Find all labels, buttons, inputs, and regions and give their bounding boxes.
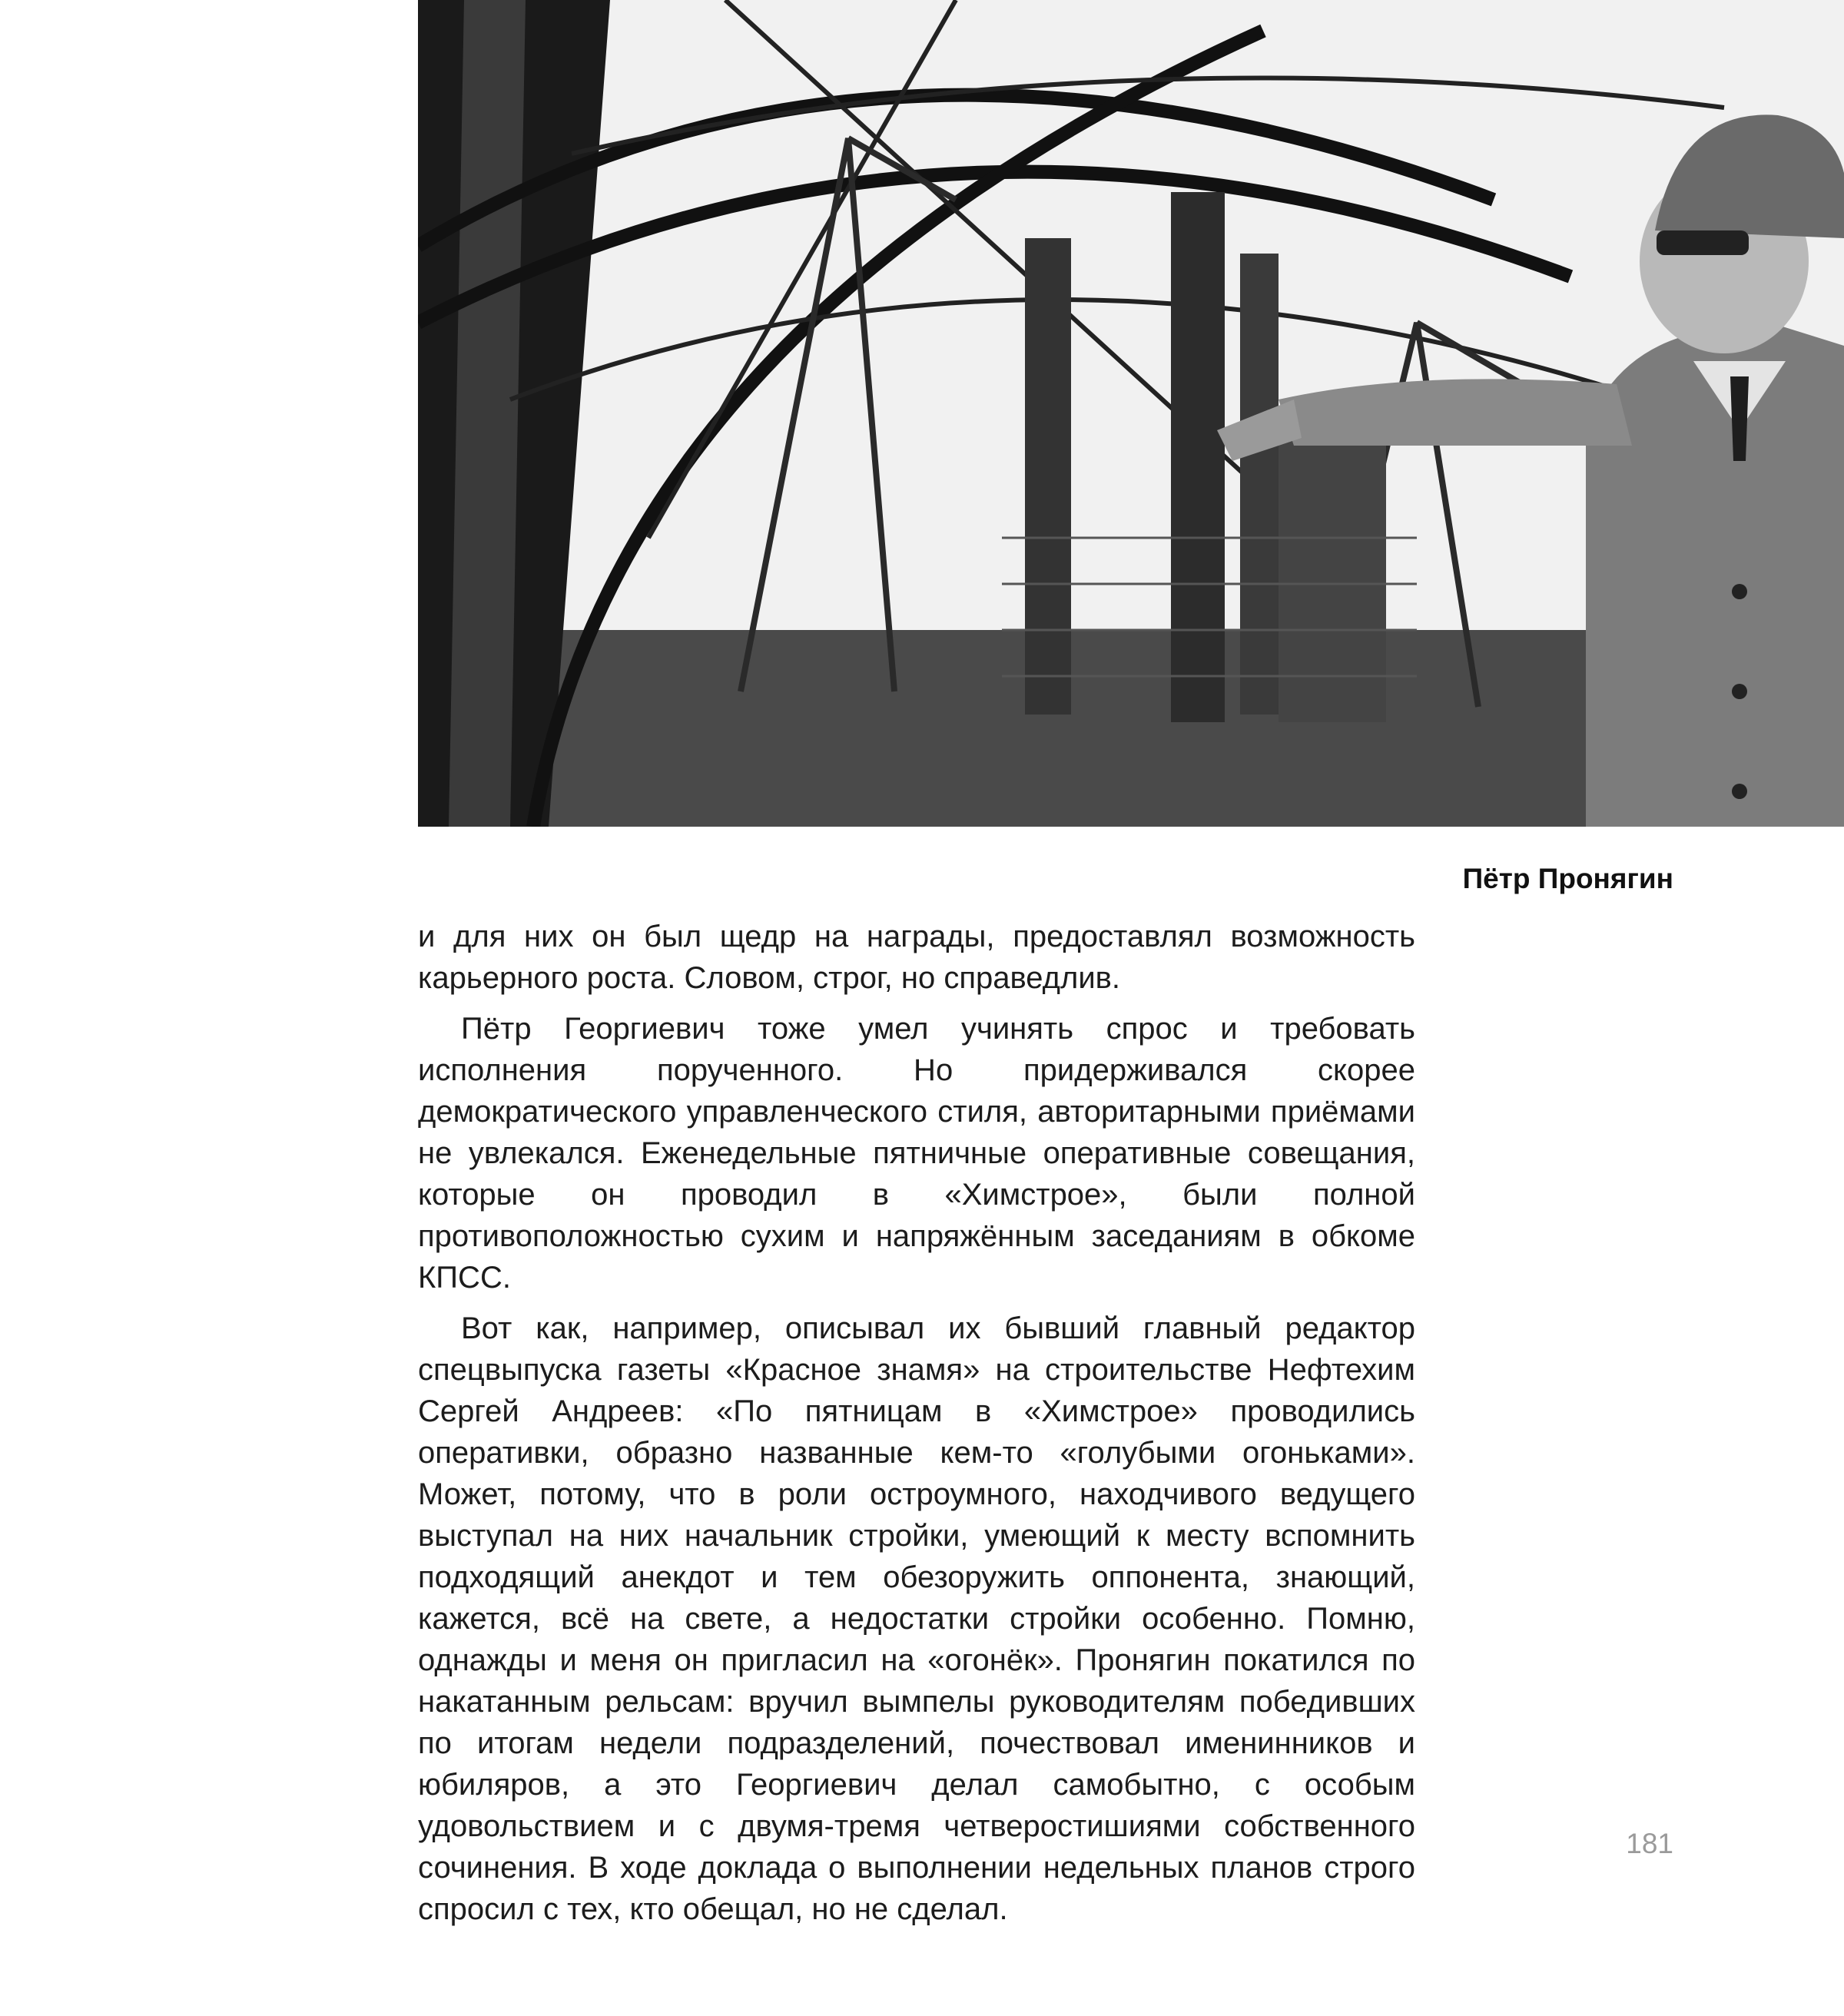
paragraph: Вот как, например, описывал их бывший главный редактор спецвыпуска газеты «Красное знамя» на строительстве Нефтехим Сергей Андреев: «По пятницам в «Химстрое» проводились оперативки, образно названные кем-то «голубыми огоньками». Может, потому, что в роли остроумного, находчивого ведущего выступал на них начальник стройки, умеющий к месту вспомнить подходящий анекдот и тем обезоружить оппонента, знающий, кажется, всё на свете, а недостатки стройки особенно. Помню, однажды и меня он пригласил на «огонёк». Пронягин покатился по накатанным рельсам: вручил вымпелы руководителям победивших по итогам недели подразделений, почествовал именинников и юбиляров, а это Георгиевич делал самобытно, с особым удовольствием и с двумя-тремя четверостишиями собственного сочинения. В ходе доклада о выполнении недельных планов строго спросил с тех, кто обещал, но не сделал. xyxy=(418,1311,1415,1926)
paragraph: Пётр Георгиевич тоже умел учинять спрос и требовать исполнения порученного. Но придерживался скорее демократического управленческого стиля, авторитарными приёмами не увлекался. Еженедельные пятничные оперативные совещания, которые он проводил в «Химстрое», были полной противоположностью сухим и напряжённым заседаниям в обкоме КПСС. xyxy=(418,1012,1415,1295)
construction-photo xyxy=(418,0,1844,827)
body-text xyxy=(418,916,1415,1930)
photo-caption: Пётр Пронягин xyxy=(1462,863,1673,894)
paragraph: и для них он был щедр на награды, предоставлял возможность карьерного роста. Словом, строг, но справедлив. xyxy=(418,920,1415,995)
page-number: 181 xyxy=(1626,1828,1673,1859)
photo xyxy=(418,0,1844,827)
